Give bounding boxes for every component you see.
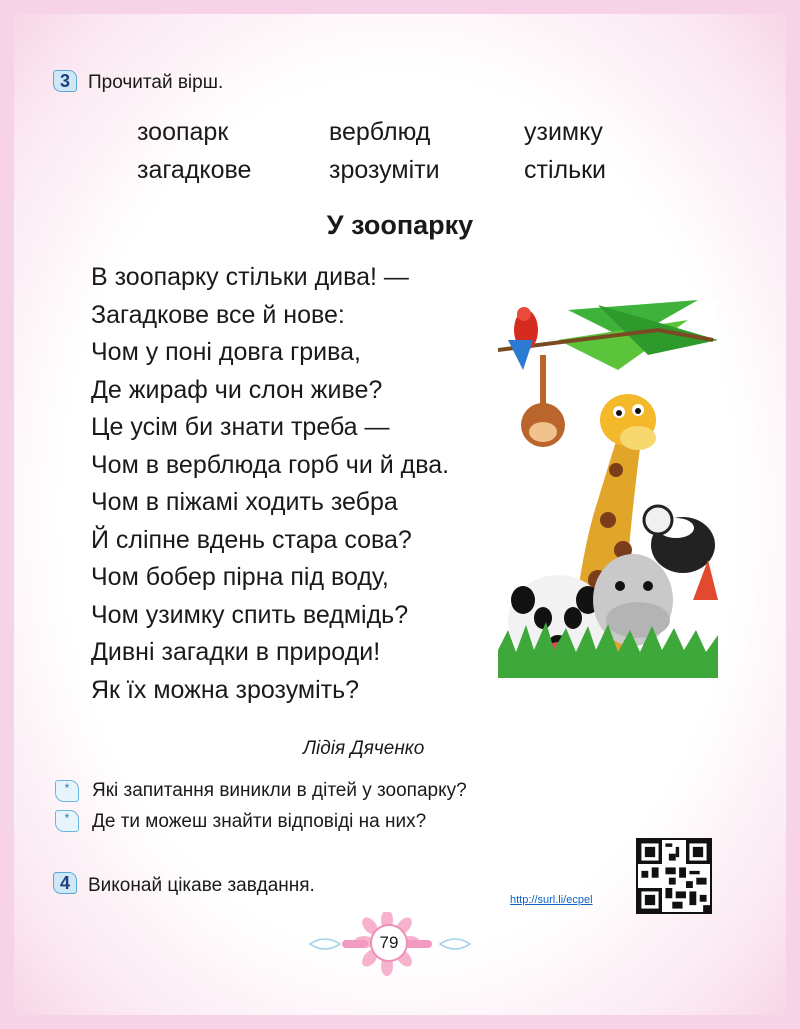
page-number-ornament	[300, 912, 500, 976]
task-4-number-badge: 4	[53, 872, 77, 894]
poem-line: В зоопарку стільки дива! —	[91, 263, 409, 291]
poem-line: Чом у поні довга грива,	[91, 338, 361, 366]
page-number: 79	[370, 924, 408, 962]
poem-body	[91, 259, 449, 709]
poem-line: Де жираф чи слон живе?	[91, 375, 383, 404]
poem-title: У зоопарку	[326, 210, 474, 240]
poem-line: Це усім би знати треба —	[91, 413, 390, 441]
poem-line: Як їх можна зрозуміть?	[91, 675, 360, 704]
star-marker-icon: *	[55, 810, 79, 832]
poem-line: Й сліпне вдень стара сова?	[91, 525, 412, 554]
word-item: верблюд	[329, 118, 431, 146]
resource-link[interactable]: http://surl.li/ecpel	[510, 894, 593, 906]
poem-line: Чом узимку спить ведмідь?	[91, 600, 409, 629]
task-3-number-badge: 3	[53, 70, 77, 92]
word-item: загадкове	[137, 156, 252, 184]
word-item: зоопарк	[137, 118, 229, 146]
word-item: узимку	[524, 118, 603, 146]
qr-code-icon[interactable]	[636, 838, 712, 914]
word-item: зрозуміти	[329, 156, 440, 184]
star-marker-icon: *	[55, 780, 79, 802]
task-3-instruction: Прочитай вірш.	[88, 72, 224, 93]
poem-line: Чом в піжамі ходить зебра	[91, 488, 398, 516]
zoo-animals-illustration	[498, 300, 718, 678]
poem-line: Чом в верблюда горб чи й два.	[91, 450, 450, 479]
task-4-instruction: Виконай цікаве завдання.	[88, 875, 315, 896]
word-item: стільки	[524, 156, 607, 184]
poem-line: Загадкове все й нове:	[91, 300, 345, 329]
question-text: Які запитання виникли в дітей у зоопарку?	[92, 780, 467, 801]
poem-author: Лідія Дяченко	[303, 738, 425, 759]
question-text: Де ти можеш знайти відповіді на них?	[92, 811, 427, 832]
poem-line: Чом бобер пірна під воду,	[91, 563, 389, 591]
poem-line: Дивні загадки в природи!	[91, 638, 381, 666]
